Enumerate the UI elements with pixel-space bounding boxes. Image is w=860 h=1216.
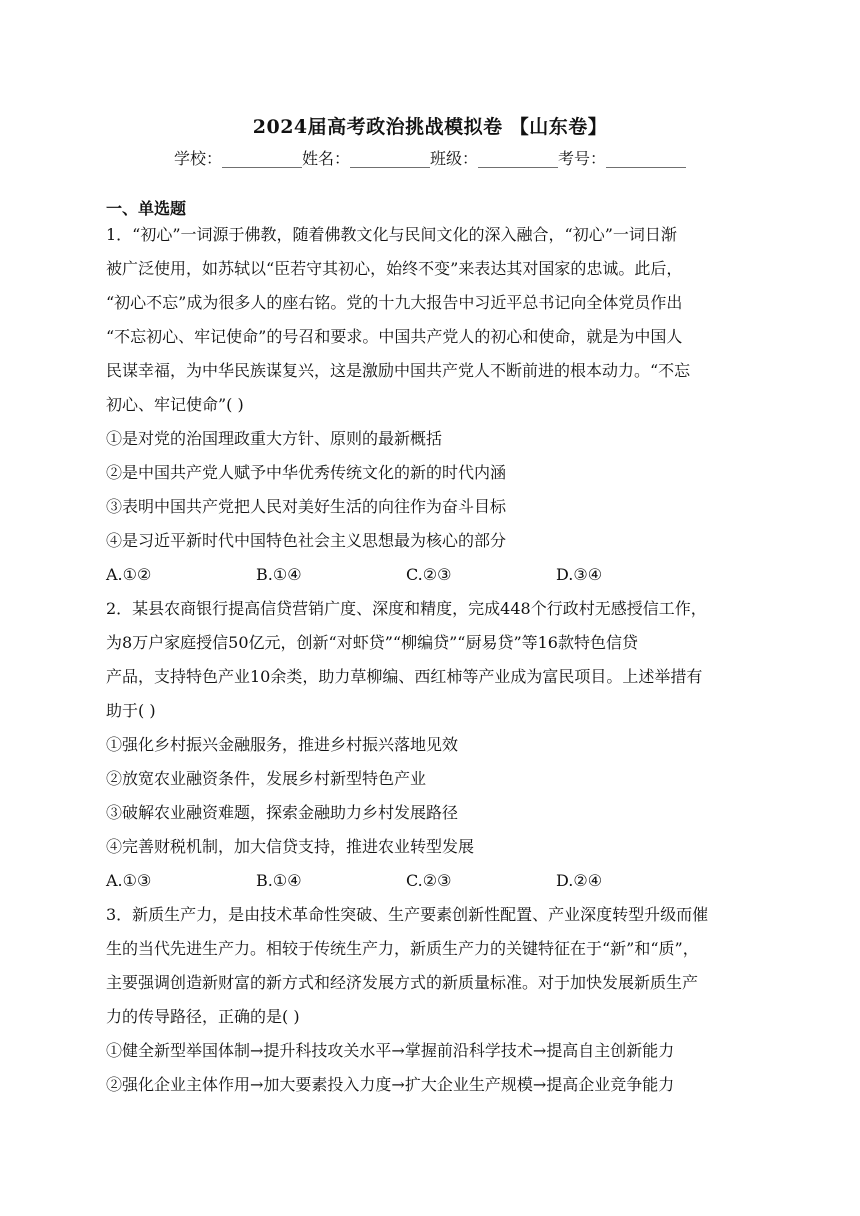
answer-options (106, 558, 758, 592)
statement-item: ①是对党的治国理政重大方针、原则的最新概括 (106, 429, 443, 448)
statement-item: ①强化乡村振兴金融服务，推进乡村振兴落地见效 (106, 735, 459, 754)
question-stem-line: 1．“初心”一词源于佛教，随着佛教文化与民间文化的深入融合，“初心”一词日渐 (106, 225, 677, 244)
question-3 (106, 898, 758, 1102)
question-stem-line: 初心、牢记使命”( ) (106, 395, 244, 414)
question-1 (106, 218, 758, 592)
question-stem-line: 生的当代先进生产力。相较于传统生产力，新质生产力的关键特征在于“新”和“质”， (106, 939, 699, 958)
statement-item: ③破解农业融资难题，探索金融助力乡村发展路径 (106, 803, 459, 822)
question-stem-line: 力的传导路径，正确的是( ) (106, 1007, 300, 1026)
statement-item: ①健全新型举国体制→提升科技攻关水平→掌握前沿科学技术→提高自主创新能力 (106, 1041, 675, 1060)
exam-title: 2024届高考政治挑战模拟卷 【山东卷】 (252, 116, 608, 138)
answer-option: D.③④ (556, 565, 603, 584)
question-stem-line: “不忘初心、牢记使命”的号召和要求。中国共产党人的初心和使命，就是为中国人 (106, 327, 683, 346)
question-stem-line: 被广泛使用，如苏轼以“臣若守其初心，始终不变”来表达其对国家的忠诚。此后， (106, 259, 683, 278)
answer-options (106, 864, 758, 898)
answer-option: A.①③ (106, 871, 152, 890)
questions-body (106, 218, 758, 1102)
answer-option: A.①② (106, 565, 152, 584)
answer-option: D.②④ (556, 871, 603, 890)
student-info-line: 学校：__________姓名：__________班级：__________考号：__________ (173, 149, 686, 168)
statement-item: ②强化企业主体作用→加大要素投入力度→扩大企业生产规模→提高企业竞争能力 (106, 1075, 675, 1094)
question-stem-line: 为8万户家庭授信50亿元，创新“对虾贷”“柳编贷”“厨易贷”等16款特色信贷 (106, 633, 638, 652)
question-stem-line: “初心不忘”成为很多人的座右铭。党的十九大报告中习近平总书记向全体党员作出 (106, 293, 683, 312)
statement-item: ②是中国共产党人赋予中华优秀传统文化的新的时代内涵 (106, 463, 507, 482)
question-stem-line: 主要强调创造新财富的新方式和经济发展方式的新质量标准。对于加快发展新质生产 (106, 973, 699, 992)
answer-option: C.②③ (406, 565, 452, 584)
statement-item: ②放宽农业融资条件，发展乡村新型特色产业 (106, 769, 427, 788)
statement-item: ③表明中国共产党把人民对美好生活的向往作为奋斗目标 (106, 497, 507, 516)
statement-item: ④完善财税机制，加大信贷支持，推进农业转型发展 (106, 837, 475, 856)
answer-option: C.②③ (406, 871, 452, 890)
answer-option: B.①④ (256, 871, 302, 890)
question-stem-line: 3．新质生产力，是由技术革命性突破、生产要素创新性配置、产业深度转型升级而催 (106, 905, 709, 924)
question-stem-line: 2．某县农商银行提高信贷营销广度、深度和精度，完成448个行政村无感授信工作， (106, 599, 707, 618)
question-stem-line: 助于( ) (106, 701, 156, 720)
section-title: 一、单选题 (106, 199, 187, 218)
question-stem-line: 民谋幸福，为中华民族谋复兴，这是激励中国共产党人不断前进的根本动力。“不忘 (106, 361, 691, 380)
question-2 (106, 592, 758, 898)
question-stem-line: 产品，支持特色产业10余类，助力草柳编、西红柿等产业成为富民项目。上述举措有 (106, 667, 703, 686)
answer-option: B.①④ (256, 565, 302, 584)
statement-item: ④是习近平新时代中国特色社会主义思想最为核心的部分 (106, 531, 507, 550)
